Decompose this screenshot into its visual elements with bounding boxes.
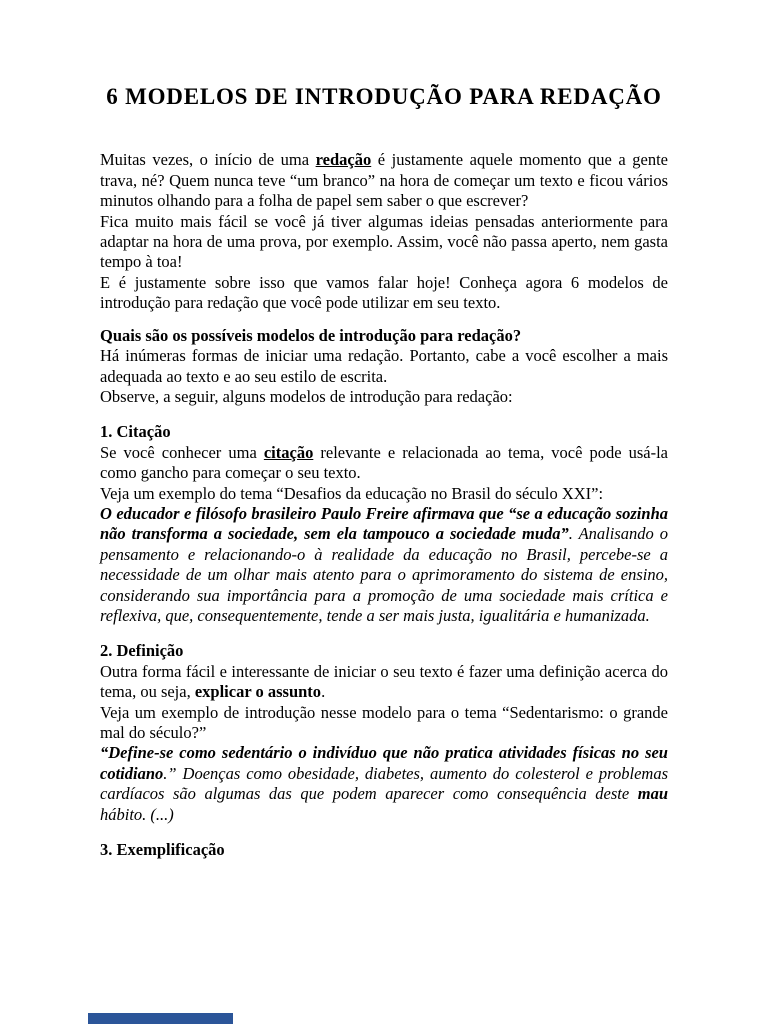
section-2-quote-end: hábito. (...) [100,804,174,824]
keyword-redacao-bold-underline: redação [315,150,372,170]
section-1-p1-text-after: relevante e relacionada ao tema, você pode usá-la como gancho para começar o seu texto. [100,442,668,483]
intro-p1-text-after: é justamente aquele momento que a gente trava, né? Quem nunca teve “um branco” na hora de começar um texto e ficou vários minutos olhando para a folha de papel sem saber o que escrever? [100,150,668,211]
keyword-explicar-o-assunto-bold: explicar o assunto [194,682,322,702]
section-2-p1-text-before: Outra forma fácil e interessante de iniciar o seu texto é fazer uma definição acerca do tema, ou seja, [100,661,668,702]
section-1-p1-text-before: Se você conhecer uma [100,442,264,462]
section-2-paragraph-2: Veja um exemplo de introdução nesse modelo para o tema “Sedentarismo: o grande mal do século?” [100,702,668,742]
section-2-example-quote [100,743,668,825]
section-2-p1-text-after: . [321,682,326,702]
section-1-paragraph-2: Veja um exemplo do tema “Desafios da educação no Brasil do século XXI”: [100,483,604,503]
section-2-heading: 2. Definição [100,641,184,661]
section-2-paragraph-1 [100,662,668,703]
page-title: 6 MODELOS DE INTRODUÇÃO PARA REDAÇÃO [106,84,662,109]
intro-paragraph-2: Fica muito mais fácil se você já tiver algumas ideias pensadas anteriormente para adaptar na hora de uma prova, por exemplo. Assim, você não passa aperto, nem gasta tempo à toa! [100,211,668,272]
keyword-mau-bold-italic: mau [637,784,668,804]
section-1-quote-commentary: . Analisando o pensamento e relacionando-o à realidade da educação no Brasil, percebe-se a necessidade de um olhar mais atento para o aprimoramento do sistema de ensino, considerando sua importância para a promoção de uma sociedade mais crítica e reflexiva, que, consequentemente, tende a ser mais justa, igualitária e humanizada. [100,524,668,625]
section-1-example-quote [100,504,668,626]
section-1-paragraph-1 [100,443,668,484]
models-answer: Há inúmeras formas de iniciar uma redação. Portanto, cabe a você escolher a mais adequada ao texto e ao seu estilo de escrita. [100,346,668,386]
models-observe: Observe, a seguir, alguns modelos de introdução para redação: [100,386,513,406]
section-1-heading: 1. Citação [100,422,171,442]
section-1-quote-bold-part: O educador e filósofo brasileiro Paulo Freire afirmava que “se a educação sozinha não transforma a sociedade, sem ela tampouco a sociedade muda” [100,503,668,544]
section-2-quote-commentary: .” Doenças como obesidade, diabetes, aumento do colesterol e problemas cardíacos são algumas das que podem aparecer como consequência deste [100,763,668,804]
intro-paragraph-1 [100,150,668,211]
intro-paragraph-3: E é justamente sobre isso que vamos falar hoje! Conheça agora 6 modelos de introdução para redação que você pode utilizar em seu texto. [100,272,668,313]
intro-p1-text-before: Muitas vezes, o início de uma [100,150,316,170]
keyword-citacao-bold-underline: citação [263,442,314,462]
section-2-quote-bold-part: “Define-se como sedentário o indivíduo que não pratica atividades físicas no seu cotidiano [100,743,668,783]
section-3-heading: 3. Exemplificação [100,840,225,860]
models-question: Quais são os possíveis modelos de introdução para redação? [100,325,522,345]
next-page-edge-strip [88,1013,233,1024]
